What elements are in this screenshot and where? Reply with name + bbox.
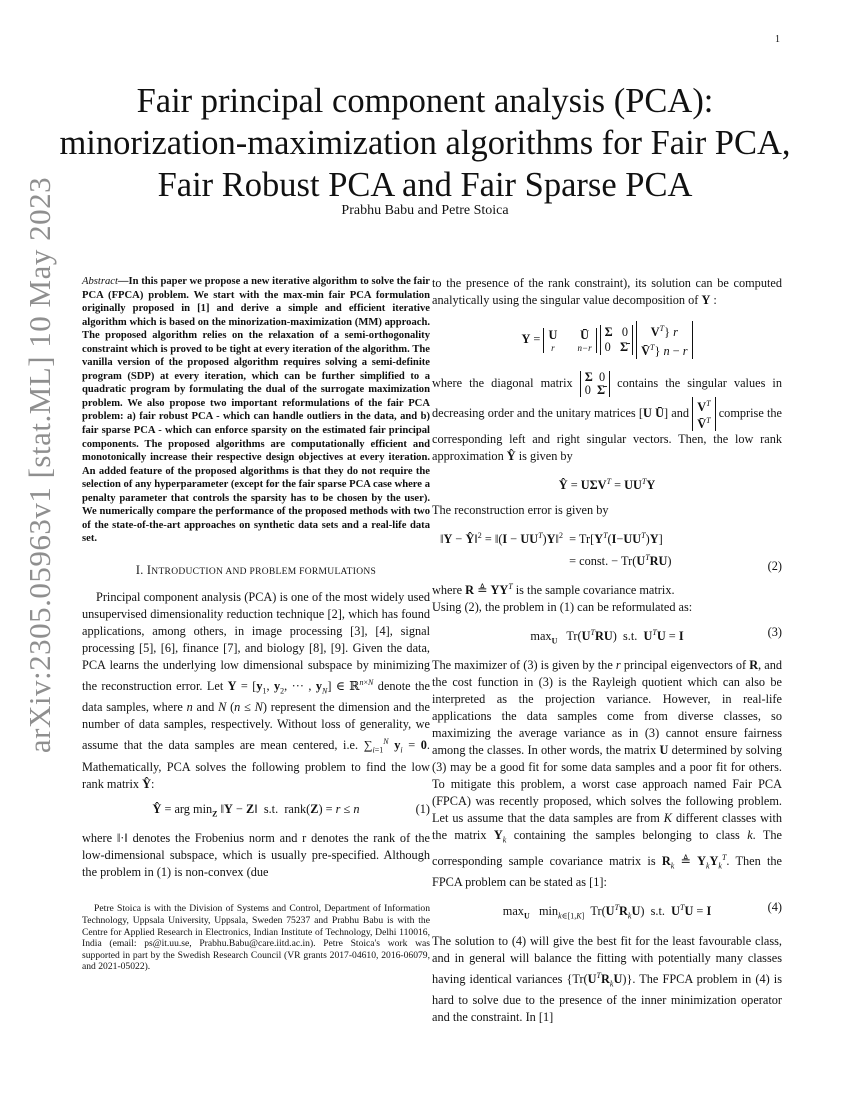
equation-number: (1) [415,802,430,817]
section-heading: I. INTRODUCTION AND PROBLEM FORMULATIONS [135,562,377,577]
page-number: 1 [775,34,780,45]
intro-paragraph: Principal component analysis (PCA) is one of the most widely used unsupervised dimensionality reduction technique [2], which has found applications, among others, in image processing [3], [4], signal processing [5], [6], finance [7], and biology [8], [9]. Given the data, PCA learns the underlying low dimensional subspace by minimizing the reconstruction error. Let $Y = [y_1$, $y_2$, ··· , $y_N$] ∈ ℝ$^{n\times N}$ denote the data samples, where n and N (n ≤ N) represent the dimension and the number of data samples, respectively. Without loss of generality, we assume that the data samples are mean centered, i.e. $\sum_{i=1}^N$ $y_i = 0$. Mathematically, PCA solves the following problem to find the low rank matrix Ŷ: [82,589,431,792]
svd-left-factor: U r Ū n−r [543,328,596,353]
fair-text-a: The maximizer of (3) is given by the [432,658,613,673]
equation-number: (3) [767,624,782,639]
svd-paragraph: to the presence of the rank constraint), its solution can be computed analytically using the singular value decomposition of Y : [432,276,782,307]
fair-text-f: containing the samples belonging to class [513,828,740,843]
diag-text-e: is given by [518,449,573,464]
cov-text-b: is the sample covariance matrix. [515,582,675,597]
right-column [432,275,782,1026]
low-rank-equation: Ŷ = $U\Sigma V^T = UU^TY$ [558,477,656,493]
authors: Prabhu Babu and Petre Stoica [341,203,509,218]
abstract-lead: Abstract [82,276,118,287]
equation-1: Ŷ = arg $\min_Z$ ‖Y − Z‖ s.t. rank(Z) = r ≤ n (1) [152,802,430,819]
covariance-paragraph: where R ≜ $YY^T$ is the sample covariance matrix. [432,581,675,597]
diag-text-c: and [671,406,689,421]
title-line: minorization-maximization algorithms for Fair PCA, [59,124,791,162]
title-line: Fair principal component analysis (PCA): [136,82,714,120]
diag-paragraph: where the diagonal matrix Σ 0 0 Σ̄ contains the singular values in decreasing order and the unitary matrices [U Ū] and $V^T$ V̄$^T$ comprise the corresponding left and right singular vectors. Then, the low rank approximation Ŷ is given by [432,370,783,464]
fair-text-b: principal eigenvectors of [623,658,747,673]
intro-text-b: denote the data samples, where [82,679,430,715]
svd-equation: Y = U r Ū n−r Σ 0 0 Σ̄ $V^T$} r V̄$^T$} n − r [432,321,782,359]
intro-text-c: represent the dimension and the number of data samples, respectively. Without loss of generality, we assume that the data samples are mean centered, i.e. [82,700,431,753]
svd-sigma-block: Σ 0 0 Σ̄ [600,325,633,355]
equation-number: (2) [767,559,782,574]
diag-text-d: comprise the corresponding left and right singular vectors. Then, the low rank approximation [432,406,783,464]
svd-text: to the presence of the rank constraint), its solution can be computed analytically using the singular value decomposition of [432,276,782,307]
reformulation-paragraph: Using (2), the problem in (1) can be reformulated as: [432,599,693,614]
svd-right-factor: $V^T$} r V̄$^T$} n − r [636,321,692,359]
author-footnote: Petre Stoica is with the Division of Systems and Control, Department of Information Technology, Uppsala University, Uppsala, Sweden 75237 and Prabhu Babu is with the Centre for Applied Research in Electronics, Indian Institute of Technology, Delhi 110016, India (email: ps@it.uu.se, Prabhu.Babu@care.iitd.ac.in). Petre Stoica's work was supported in part by the Swedish Research Council (VR grants 2017-04610, 2016-06079, and 2021-05022). [82,903,430,973]
paper-title [40,80,810,206]
equation-number: (4) [767,900,782,915]
abstract-text: —In this paper we propose a new iterative algorithm to solve the fair PCA (FPCA) problem. We start with the max-min fair PCA formulation originally proposed in [1] and derive a simple and efficient iterative algorithm which is based on the minorization-maximization (MM) approach. The proposed algorithm relies on the relaxation of a semi-orthogonality constraint which is proved to be tight at every iteration of the algorithm. The vanilla version of the proposed algorithm requires solving a semi-definite program (SDP) at every iteration, which can be further simplified to a quadratic program by formulating the dual of the surrogate maximization problem. We also propose two important reformulations of the fair PCA problem: a) fair robust PCA - which can handle outliers in the data, and b) fair sparse PCA - which can enforce sparsity on the estimated fair principal components. The proposed algorithms are computationally efficient and monotonically increase their respective design objectives at every iteration. An added feature of the proposed algorithms is that they do not require the selection of any hyperparameter (except for the fair sparse PCA case where a penalty parameter that controls the sparsity has to be chosen by the user). We numerically compare the performance of the proposed methods with two of the state-of-the-art approaches on synthetic data sets and a real-life data set. [82,276,430,545]
fair-text-g: . The corresponding sample covariance matrix is [432,828,783,868]
intro-text-d: . Mathematically, PCA solves the following problem to find the low rank matrix [82,738,430,792]
title-line: Fair Robust PCA and Fair Sparse PCA [157,166,693,204]
fairness-paragraph: The maximizer of (3) is given by the r principal eigenvectors of R, and the cost function in (3) is the Rayleigh quotient which can also be interpreted as the projection variance. However, in real-life applications the data samples come from diverse classes, so maximizing the average variance as in (3) cannot ensure fairness among the classes. In other words, the matrix U determined by solving (3) may be a good fit for some data samples and a poor fit for others. To mitigate this problem, a worst case approach named Fair PCA (FPCA) was recently proposed, which solves the following problem. Let us assume that the data samples are from K different classes with the matrix $Y_k$ containing the samples belonging to class k. The corresponding sample covariance matrix is $R_k$ ≜ $Y_kY_k^T$. Then the FPCA problem can be stated as [1]: [432,658,783,890]
fair-text-e: different classes with the matrix [432,811,783,843]
solution-paragraph: The solution to (4) will give the best fit for the least favourable class, and in general will balance the fitting with potentially many classes having identical variances $\{Tr(U^TR_kU)\}$. The FPCA problem in (4) is hard to solve due to the presence of the inner minimization operator and the constraint. In [1] [432,933,782,1025]
equation-2: ‖Y − Ŷ‖$^2$ = ‖(I − $UU^T)Y‖^2$ = $Tr[Y^T(I-UU^T)Y]$ = const. − $Tr(U^TRU)$ (2) [440,531,782,574]
cov-text-a: where [432,582,463,597]
fair-text-d: determined by solving (3) may be a good fit for some data samples and a poor fit for others. To mitigate this problem, a worst case approach named Fair PCA (FPCA) was recently proposed, which solves the following problem. Let us assume that the data samples are from [432,743,782,826]
paragraph-frobenius: where ‖·‖ denotes the Frobenius norm and r denotes the rank of the low-dimensional subspace, which is usually pre-specified. Although the problem in (1) is non-convex (due [82,831,430,880]
diag-text-b: contains the singular values in decreasing order and the unitary matrices [432,376,782,421]
left-column [82,275,430,973]
arxiv-stamp-text: arXiv:2305.05963v1 [stat.ML] 10 May 2023 [22,176,57,754]
reconstruction-intro: The reconstruction error is given by [432,503,609,518]
abstract [82,275,430,546]
equation-4: $\max_U \min_{k\in[1,K]} Tr(U^TR_kU)$ s.t. $U^TU = I$ (4) [502,900,782,921]
equation-3: $\max_U Tr(U^TRU)$ s.t. $U^TU = I$ (3) [530,624,782,646]
diag-text-a: where the diagonal matrix [432,376,573,391]
fair-text-h: . Then the FPCA problem can be stated as [1]: [432,853,783,890]
intro-text-a: Principal component analysis (PCA) is one of the most widely used unsupervised dimensionality reduction technique [2], which has found applications, among others, in image processing [3], [4], signal processing [5], [6], finance [7], and biology [8], [9]. Given the data, PCA learns the underlying low dimensional subspace by minimizing the reconstruction error. Let [82,589,430,694]
fair-text-c: , and the cost function in (3) is the Rayleigh quotient which can also be interpreted as the projection variance. However, in real-life applications the data samples come from diverse classes, so maximizing the average variance as in (3) cannot ensure fairness among the classes. In other words, the matrix [432,658,783,758]
